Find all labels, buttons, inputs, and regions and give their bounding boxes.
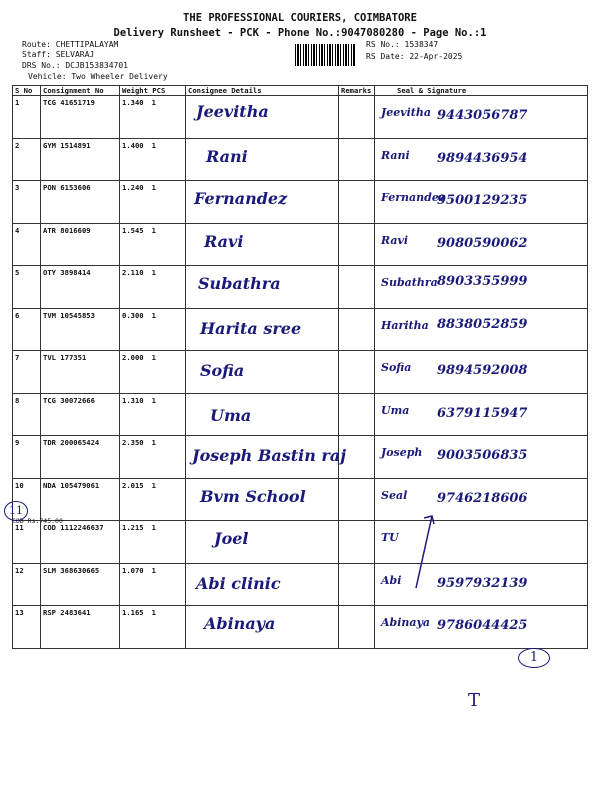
row-seal-signature bbox=[375, 436, 588, 479]
signature: TU bbox=[381, 531, 399, 544]
handwritten-consignee-name: Sofia bbox=[200, 361, 245, 380]
drs-label: DRS No.: DCJB153834701 bbox=[22, 61, 128, 70]
row-remarks bbox=[339, 266, 375, 309]
row-consignee bbox=[186, 606, 339, 649]
row-sno: 9 bbox=[13, 436, 41, 479]
col-sno: S No bbox=[13, 86, 41, 96]
row-weight-pcs: 1.215 1 bbox=[120, 521, 186, 564]
row-seal-signature bbox=[375, 223, 588, 266]
row-weight-pcs: 1.070 1 bbox=[120, 563, 186, 606]
row-seal-signature bbox=[375, 351, 588, 394]
signature: Uma bbox=[381, 403, 410, 417]
handwritten-phone: 8838052859 bbox=[437, 316, 528, 332]
staff-label: Staff: SELVARAJ bbox=[22, 50, 95, 59]
route-label: Route: CHETTIPALAYAM bbox=[22, 40, 119, 49]
row-seal-signature bbox=[375, 96, 588, 139]
row-sno: 10 bbox=[13, 478, 41, 521]
row-consignee bbox=[186, 563, 339, 606]
handwritten-consignee-name: Subathra bbox=[198, 274, 281, 293]
handwritten-phone: 9894592008 bbox=[437, 363, 528, 378]
row-remarks bbox=[339, 521, 375, 564]
row-consignment-no: TVL 177351 bbox=[41, 351, 120, 394]
signature: Ravi bbox=[381, 233, 409, 247]
signature: Joseph bbox=[381, 446, 423, 459]
col-remarks: Remarks bbox=[339, 86, 375, 96]
handwritten-consignee-name: Fernandez bbox=[194, 189, 288, 208]
row-weight-pcs: 1.310 1 bbox=[120, 393, 186, 436]
handwritten-phone: 9500129235 bbox=[437, 193, 528, 208]
handwritten-consignee-name: Bvm School bbox=[200, 486, 306, 506]
runsheet-table bbox=[12, 85, 588, 649]
row-consignee bbox=[186, 436, 346, 479]
table-row bbox=[13, 606, 588, 649]
row-remarks bbox=[339, 223, 375, 266]
row-consignment-no: TCG 30072666 bbox=[41, 393, 120, 436]
row-remarks bbox=[339, 563, 375, 606]
row-consignee bbox=[186, 393, 339, 436]
row-seal-signature bbox=[375, 266, 588, 309]
row-sno: 3 bbox=[13, 181, 41, 224]
row-consignment-no: COD 1112246637 bbox=[41, 521, 120, 564]
table-row bbox=[13, 351, 588, 394]
row-sno: 12 bbox=[13, 563, 41, 606]
company-title: THE PROFESSIONAL COURIERS, COIMBATORE bbox=[183, 12, 417, 24]
row-consignee bbox=[186, 96, 339, 139]
handwritten-phone: 9080590062 bbox=[437, 235, 528, 251]
row-consignee bbox=[186, 478, 339, 521]
vehicle-label: Vehicle: Two Wheeler Delivery bbox=[28, 72, 168, 81]
row-remarks bbox=[339, 478, 375, 521]
signature: Sofia bbox=[381, 361, 412, 374]
handwritten-consignee-name: Harita sree bbox=[200, 318, 302, 338]
table-row bbox=[13, 563, 588, 606]
signature: Haritha bbox=[381, 318, 429, 332]
row-consignment-no: TDR 200065424 bbox=[41, 436, 120, 479]
table-header-row bbox=[13, 86, 588, 96]
row-remarks bbox=[339, 181, 375, 224]
row-consignment-no: GYM 1514891 bbox=[41, 138, 120, 181]
handwritten-consignee-name: Uma bbox=[210, 405, 252, 425]
row-remarks bbox=[339, 436, 375, 479]
row-consignee bbox=[186, 308, 339, 351]
rs-date: RS Date: 22-Apr-2025 bbox=[366, 52, 463, 61]
row-remarks bbox=[339, 606, 375, 649]
row-consignee bbox=[186, 223, 339, 266]
row-weight-pcs: 2.350 1 bbox=[120, 436, 186, 479]
handwritten-consignee-name: Jeevitha bbox=[196, 102, 269, 121]
row-remarks bbox=[339, 138, 375, 181]
handwritten-phone: 9894436954 bbox=[437, 150, 528, 166]
signature: Abi bbox=[381, 573, 402, 587]
row-seal-signature bbox=[375, 308, 588, 351]
handwritten-consignee-name: Ravi bbox=[204, 231, 244, 251]
table-row bbox=[13, 138, 588, 181]
row-weight-pcs: 2.110 1 bbox=[120, 266, 186, 309]
handwritten-phone: 9597932139 bbox=[437, 575, 528, 591]
row-consignment-no: ATR 8016609 bbox=[41, 223, 120, 266]
row-seal-signature bbox=[375, 606, 588, 649]
handwritten-phone: 6379115947 bbox=[437, 405, 528, 421]
row-sno: 13 bbox=[13, 606, 41, 649]
barcode-image bbox=[295, 44, 355, 66]
row-sno: 2 bbox=[13, 138, 41, 181]
tick-mark: T bbox=[468, 690, 481, 711]
row-consignment-no: SLM 368630665 bbox=[41, 563, 120, 606]
row-seal-signature bbox=[375, 138, 588, 181]
row-weight-pcs: 1.340 1 bbox=[120, 96, 186, 139]
row-consignee bbox=[186, 181, 339, 224]
circled-row-number: 11 bbox=[4, 501, 28, 521]
signature: Seal bbox=[381, 488, 408, 502]
row-remarks bbox=[339, 96, 375, 139]
col-consignee: Consignee Details bbox=[186, 86, 339, 96]
row-remarks bbox=[339, 308, 375, 351]
row-weight-pcs: 1.240 1 bbox=[120, 181, 186, 224]
row-consignment-no: RSP 2483641 bbox=[41, 606, 120, 649]
handwritten-consignee-name: Joel bbox=[214, 529, 249, 548]
row-consignment-no: OTY 3898414 bbox=[41, 266, 120, 309]
col-consignment: Consignment No bbox=[41, 86, 120, 96]
row-consignee bbox=[186, 351, 339, 394]
cod-amount-note: COD Rs.745.00 bbox=[12, 517, 63, 525]
row-consignment-no: TVM 10545853 bbox=[41, 308, 120, 351]
signature: Abinaya bbox=[381, 616, 431, 629]
row-weight-pcs: 1.165 1 bbox=[120, 606, 186, 649]
table-row bbox=[13, 223, 588, 266]
handwritten-consignee-name: Joseph Bastin raj bbox=[192, 446, 346, 465]
handwritten-phone: 9443056787 bbox=[437, 108, 528, 123]
handwritten-phone: 9786044425 bbox=[437, 618, 528, 633]
row-consignment-no: NDA 105479061 bbox=[41, 478, 120, 521]
row-sno: 11 bbox=[13, 521, 41, 564]
row-seal-signature bbox=[375, 521, 588, 564]
runsheet-subtitle: Delivery Runsheet - PCK - Phone No.:9047080280 - Page No.:1 bbox=[113, 27, 487, 39]
row-consignee bbox=[186, 138, 339, 181]
arrow-mark-icon bbox=[410, 512, 440, 592]
row-consignment-no: TCG 41651719 bbox=[41, 96, 120, 139]
signature: Rani bbox=[381, 148, 410, 162]
handwritten-phone: 8903355999 bbox=[437, 274, 528, 289]
table-row bbox=[13, 478, 588, 521]
rs-number: RS No.: 1538347 bbox=[366, 40, 439, 49]
table-row bbox=[13, 266, 588, 309]
col-weight-pcs: Weight PCS bbox=[120, 86, 186, 96]
row-sno: 7 bbox=[13, 351, 41, 394]
handwritten-consignee-name: Rani bbox=[206, 146, 248, 166]
signature: Fernandez bbox=[381, 191, 446, 204]
row-sno: 4 bbox=[13, 223, 41, 266]
row-seal-signature bbox=[375, 393, 588, 436]
row-consignee bbox=[186, 266, 339, 309]
row-sno: 6 bbox=[13, 308, 41, 351]
row-consignee bbox=[186, 521, 339, 564]
handwritten-consignee-name: Abi clinic bbox=[196, 573, 281, 593]
col-seal: Seal & Signature bbox=[375, 86, 588, 96]
signature: Jeevitha bbox=[381, 106, 431, 119]
handwritten-phone: 9003506835 bbox=[437, 448, 528, 463]
handwritten-phone: 9746218606 bbox=[437, 490, 528, 506]
row-consignment-no: PON 6153606 bbox=[41, 181, 120, 224]
row-seal-signature bbox=[375, 478, 588, 521]
circled-total-mark: 1 bbox=[518, 648, 550, 668]
table-row bbox=[13, 521, 588, 564]
row-sno: 5 bbox=[13, 266, 41, 309]
row-sno: 8 bbox=[13, 393, 41, 436]
row-weight-pcs: 1.400 1 bbox=[120, 138, 186, 181]
table-row bbox=[13, 308, 588, 351]
row-seal-signature bbox=[375, 181, 588, 224]
table-row bbox=[13, 96, 588, 139]
row-sno: 1 bbox=[13, 96, 41, 139]
row-weight-pcs: 2.000 1 bbox=[120, 351, 186, 394]
row-remarks bbox=[339, 393, 375, 436]
row-seal-signature bbox=[375, 563, 588, 606]
table-row bbox=[13, 181, 588, 224]
row-remarks bbox=[339, 351, 375, 394]
table-row bbox=[13, 436, 588, 479]
handwritten-consignee-name: Abinaya bbox=[204, 614, 276, 633]
row-weight-pcs: 1.545 1 bbox=[120, 223, 186, 266]
table-row bbox=[13, 393, 588, 436]
row-weight-pcs: 2.015 1 bbox=[120, 478, 186, 521]
row-weight-pcs: 0.300 1 bbox=[120, 308, 186, 351]
signature: Subathra bbox=[381, 276, 438, 289]
